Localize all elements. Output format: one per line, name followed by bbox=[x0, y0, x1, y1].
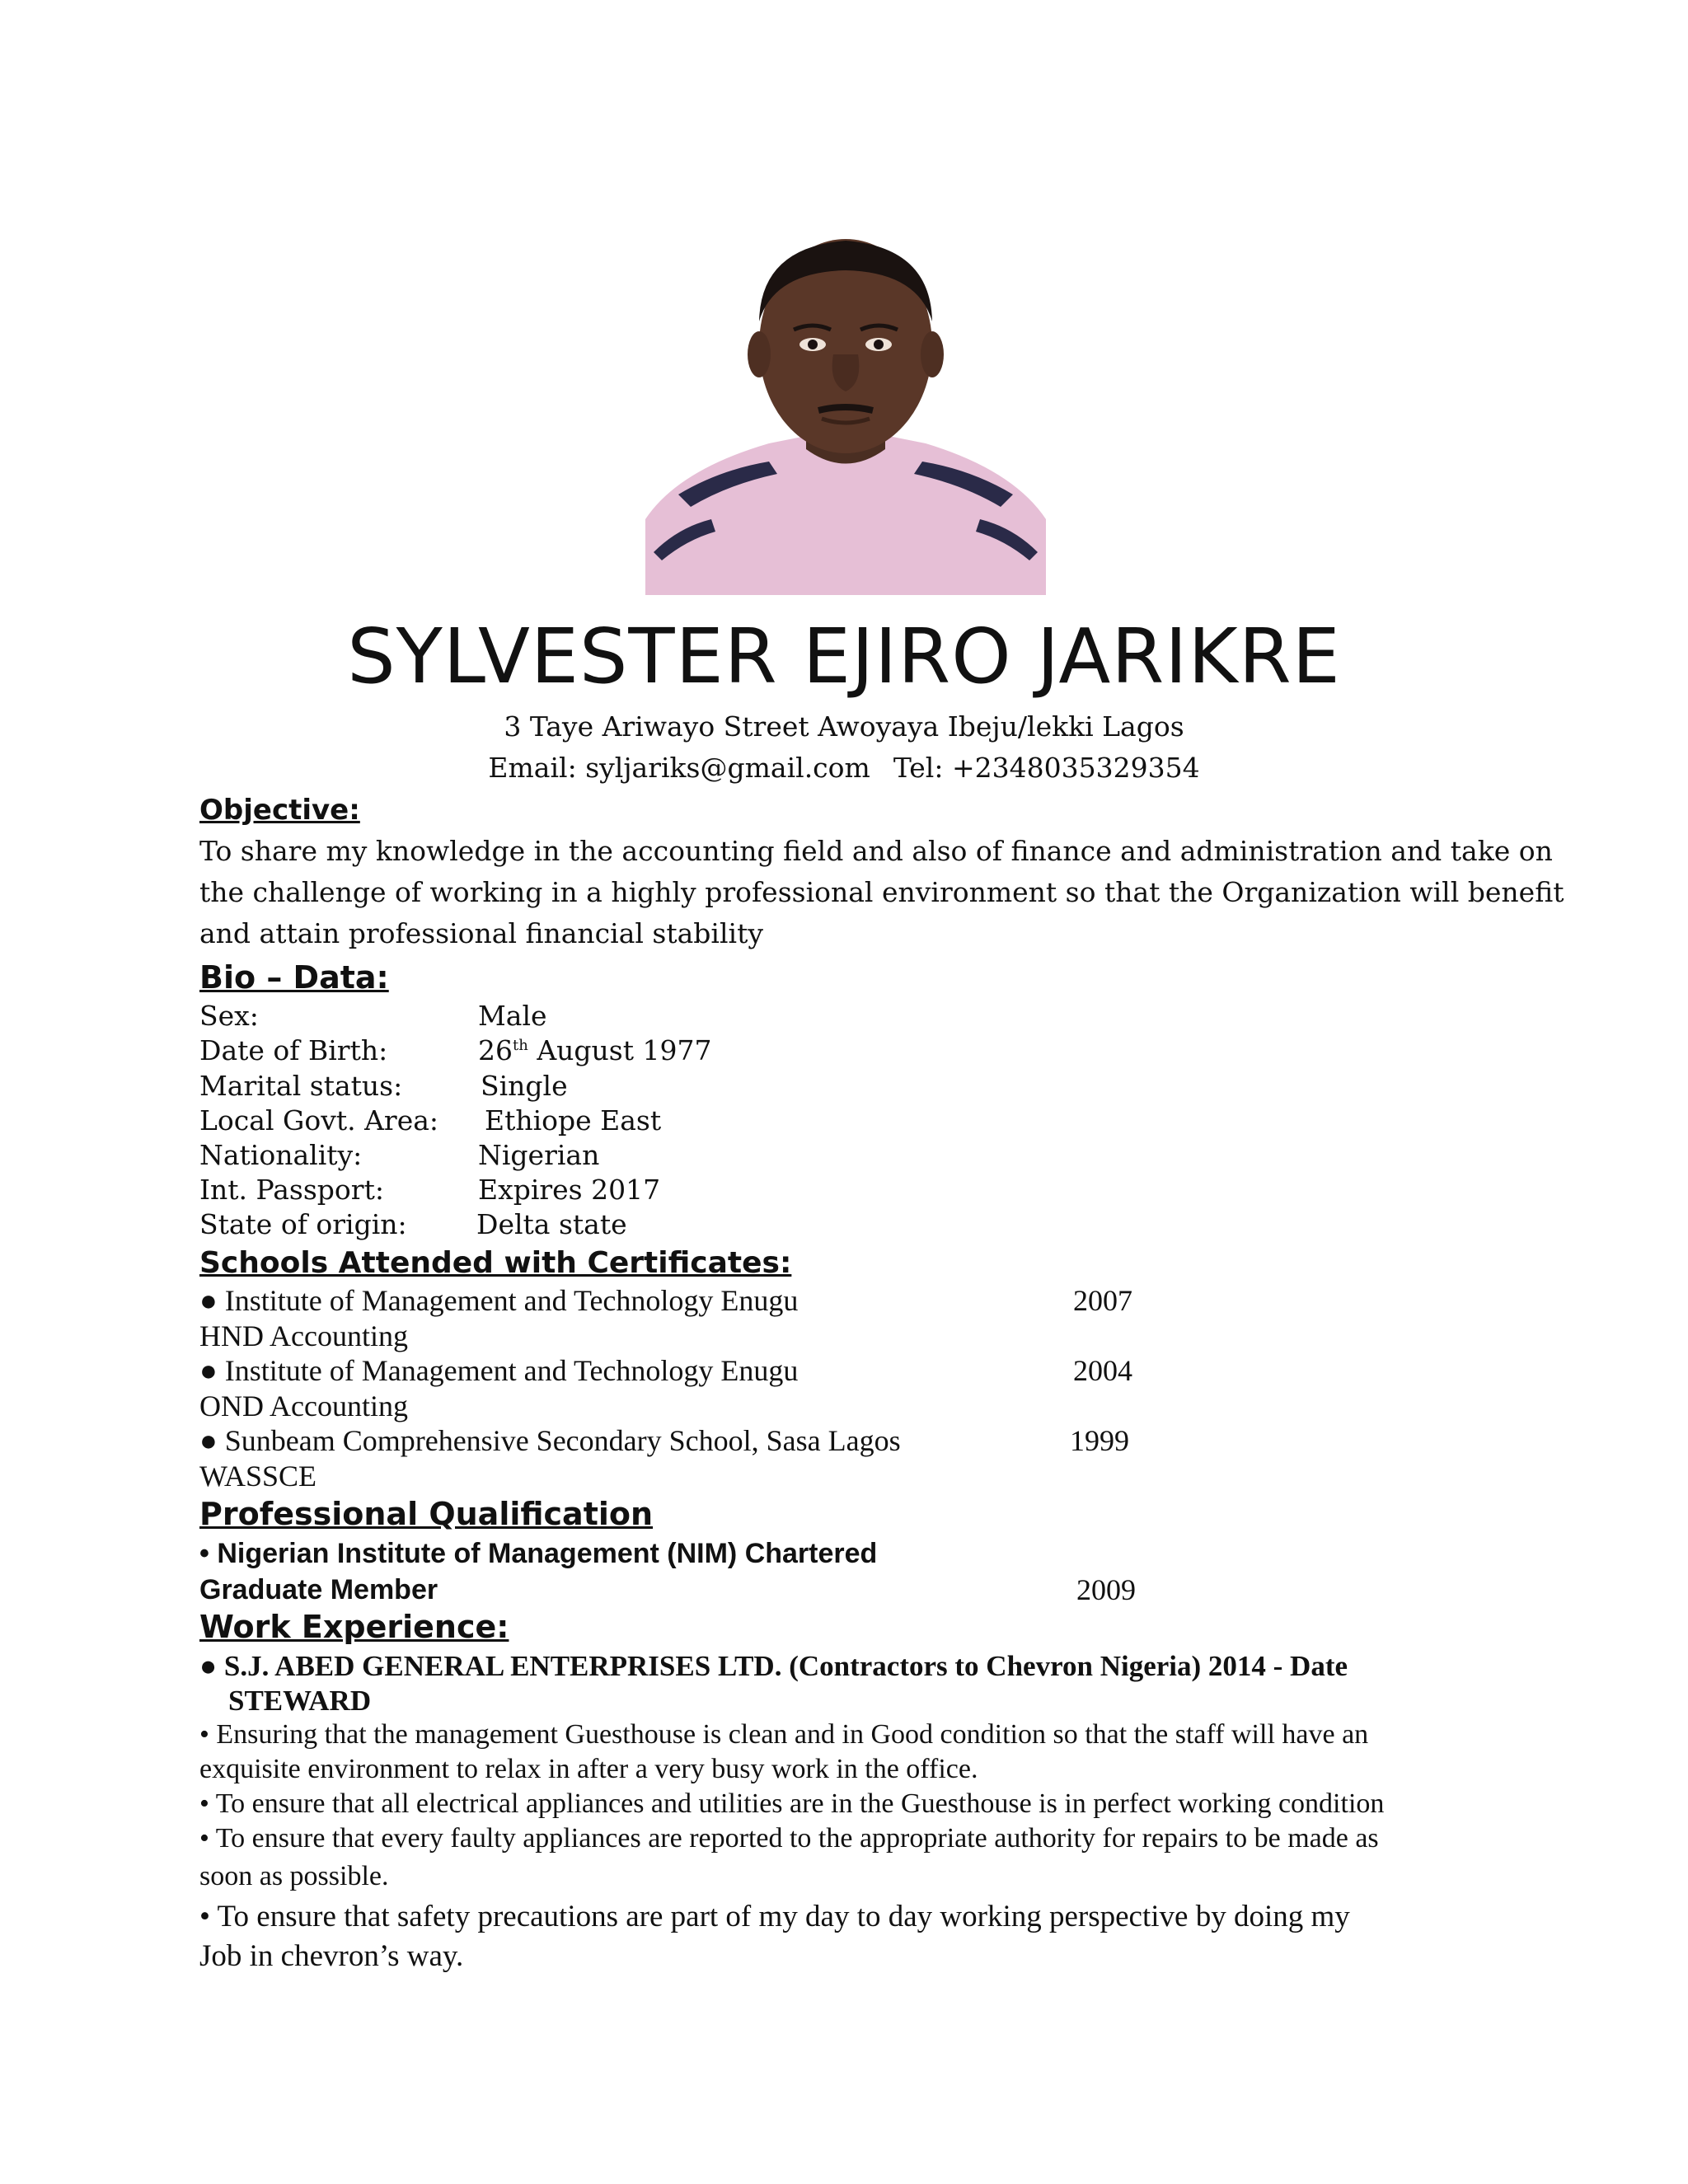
school-certificate: OND Accounting bbox=[199, 1390, 408, 1422]
schools-heading: Schools Attended with Certificates: bbox=[199, 1246, 792, 1280]
bio-value: Delta state bbox=[476, 1208, 627, 1240]
candidate-name: SYLVESTER EJIRO JARIKRE bbox=[347, 612, 1341, 701]
school-certificate: HND Accounting bbox=[199, 1319, 408, 1352]
school-institution: ● Institute of Management and Technology Enugu bbox=[199, 1354, 799, 1387]
bio-label: State of origin: bbox=[199, 1208, 407, 1240]
objective-line: the challenge of working in a highly professional environment so that the Organization will benefit bbox=[199, 876, 1564, 908]
bio-value: Ethiope East bbox=[485, 1104, 662, 1137]
bio-label: Nationality: bbox=[199, 1139, 363, 1171]
objective-line: and attain professional financial stability bbox=[199, 917, 763, 949]
professional-year: 2009 bbox=[1076, 1573, 1136, 1606]
address: 3 Taye Ariwayo Street Awoyaya Ibeju/lekki Lagos bbox=[504, 710, 1184, 743]
professional-line: Graduate Member bbox=[199, 1574, 438, 1605]
email: Email: syljariks@gmail.com bbox=[488, 752, 870, 784]
work-duty: • To ensure that safety precautions are part of my day to day working perspective by doing my bbox=[199, 1900, 1350, 1933]
school-institution: ● Sunbeam Comprehensive Secondary School, Sasa Lagos bbox=[199, 1424, 901, 1457]
work-employer: ● S.J. ABED GENERAL ENTERPRISES LTD. (Contractors to Chevron Nigeria) 2014 - Date bbox=[199, 1650, 1348, 1682]
school-year: 2007 bbox=[1073, 1284, 1132, 1317]
bio-value: Expires 2017 bbox=[478, 1174, 661, 1206]
telephone: Tel: +2348035329354 bbox=[893, 752, 1200, 784]
work-duty: • Ensuring that the management Guesthouse is clean and in Good condition so that the staff will have an bbox=[199, 1719, 1369, 1750]
bio-label: Sex: bbox=[199, 1000, 259, 1032]
work-duty: soon as possible. bbox=[199, 1861, 389, 1891]
bio-value: Nigerian bbox=[478, 1139, 600, 1171]
bio-value: Single bbox=[481, 1070, 568, 1102]
bio-value: Male bbox=[478, 1000, 547, 1032]
bio-label: Date of Birth: bbox=[199, 1034, 388, 1066]
contact-line bbox=[0, 752, 1688, 784]
school-certificate: WASSCE bbox=[199, 1460, 317, 1493]
school-year: 2004 bbox=[1073, 1354, 1132, 1387]
bio-value: 26th August 1977 bbox=[478, 1034, 712, 1066]
work-heading: Work Experience: bbox=[199, 1609, 509, 1645]
bio-label: Int. Passport: bbox=[199, 1174, 384, 1206]
bio-heading: Bio – Data: bbox=[199, 959, 389, 996]
bio-label: Local Govt. Area: bbox=[199, 1104, 439, 1137]
school-institution: ● Institute of Management and Technology Enugu bbox=[199, 1284, 799, 1317]
work-duty: • To ensure that all electrical appliances and utilities are in the Guesthouse is in perfect working condition bbox=[199, 1788, 1385, 1819]
work-role: STEWARD bbox=[228, 1685, 372, 1717]
work-duty: • To ensure that every faulty appliances are reported to the appropriate authority for repairs to be made as bbox=[199, 1823, 1379, 1854]
professional-line: • Nigerian Institute of Management (NIM) Chartered bbox=[199, 1538, 878, 1569]
profile-photo bbox=[645, 223, 1046, 595]
bio-label: Marital status: bbox=[199, 1070, 403, 1102]
work-duty: exquisite environment to relax in after a very busy work in the office. bbox=[199, 1754, 978, 1784]
school-year: 1999 bbox=[1070, 1424, 1129, 1457]
objective-line: To share my knowledge in the accounting field and also of finance and administration and take on bbox=[199, 835, 1553, 867]
professional-heading: Professional Qualification bbox=[199, 1496, 654, 1532]
objective-heading: Objective: bbox=[199, 794, 360, 827]
work-duty: Job in chevron’s way. bbox=[199, 1939, 464, 1973]
